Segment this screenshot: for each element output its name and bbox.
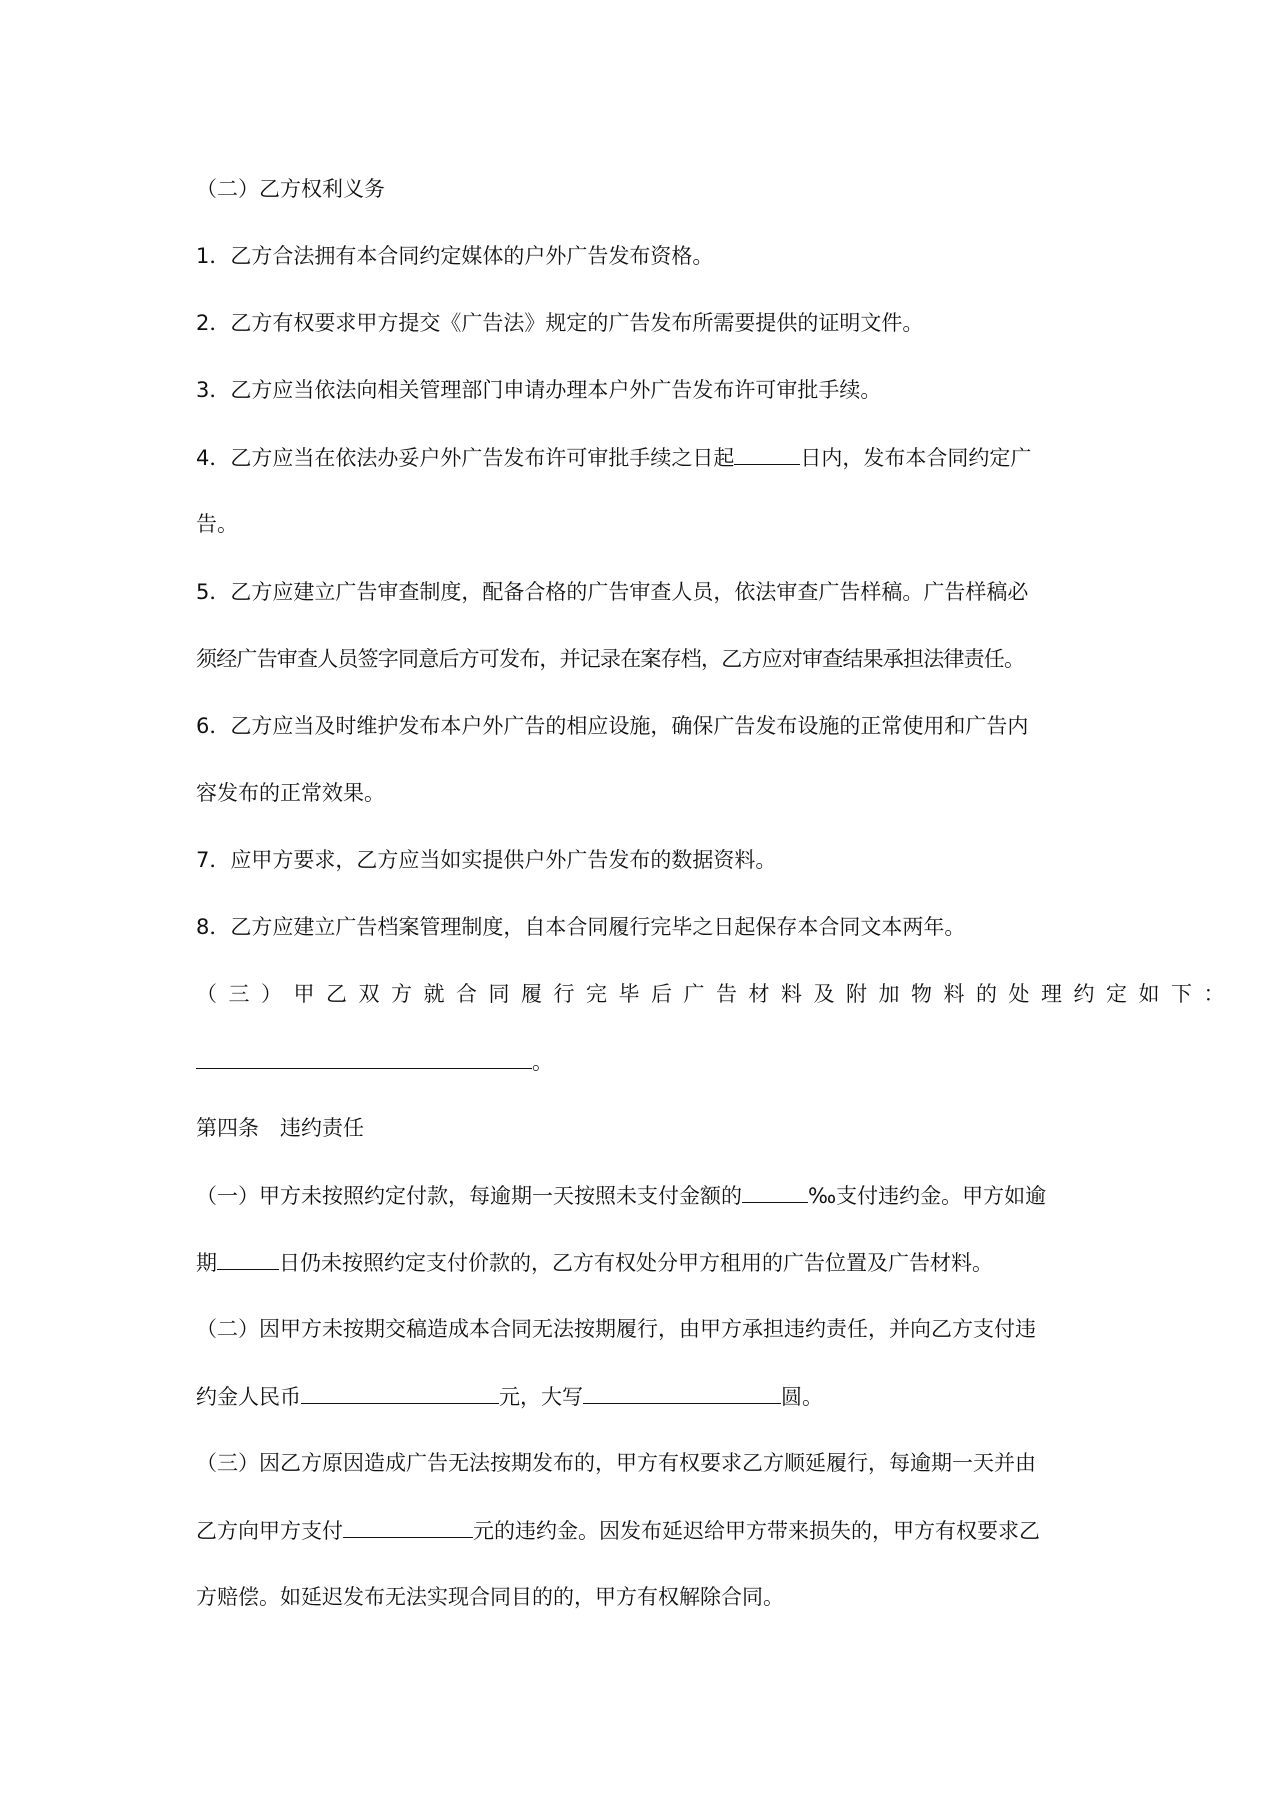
clause-item-6-cont: 容发布的正常效果。 bbox=[196, 781, 385, 805]
fill-blank[interactable] bbox=[742, 1180, 808, 1203]
clause-item-4-cont: 告。 bbox=[196, 512, 238, 536]
clause-text: 。 bbox=[532, 1050, 553, 1074]
fill-blank[interactable] bbox=[301, 1381, 499, 1404]
breach-item-2-cont bbox=[196, 1381, 1096, 1412]
breach-item-3-end: 方赔偿。如延迟发布无法实现合同目的的，甲方有权解除合同。 bbox=[196, 1585, 784, 1609]
clause-item-5: 5．乙方应建立广告审查制度，配备合格的广告审查人员，依法审查广告样稿。广告样稿必 bbox=[196, 580, 1029, 604]
clause-text: 日内，发布本合同约定广 bbox=[800, 446, 1032, 470]
fill-blank[interactable] bbox=[734, 442, 800, 465]
clause-text: 日仍未按照约定支付价款的，乙方有权处分甲方租用的广告位置及广告材料。 bbox=[279, 1251, 993, 1275]
clause-text: （一）甲方未按照约定付款，每逾期一天按照未支付金额的 bbox=[196, 1184, 742, 1208]
clause-text: 乙方向甲方支付 bbox=[196, 1519, 343, 1543]
breach-item-2: （二）因甲方未按期交稿造成本合同无法按期履行，由甲方承担违约责任，并向乙方支付违 bbox=[196, 1317, 1036, 1341]
clause-item-3: 3．乙方应当依法向相关管理部门申请办理本户外广告发布许可审批手续。 bbox=[196, 378, 882, 402]
fill-blank[interactable] bbox=[343, 1515, 473, 1538]
article-heading: 第四条 违约责任 bbox=[196, 1116, 364, 1140]
clause-text: 4．乙方应当在依法办妥户外广告发布许可审批手续之日起 bbox=[196, 446, 735, 470]
breach-item-3-cont bbox=[196, 1515, 1096, 1546]
clause-item-5-cont: 须经广告审查人员签字同意后方可发布，并记录在案存档，乙方应对审查结果承担法律责任。 bbox=[196, 647, 1025, 671]
clause-item-7: 7．应甲方要求，乙方应当如实提供户外广告发布的数据资料。 bbox=[196, 848, 777, 872]
clause-text: 圆。 bbox=[781, 1385, 823, 1409]
breach-item-3: （三）因乙方原因造成广告无法按期发布的，甲方有权要求乙方顺延履行，每逾期一天并由 bbox=[196, 1451, 1036, 1475]
breach-item-1 bbox=[196, 1180, 1096, 1211]
clause-item-4 bbox=[196, 442, 1096, 473]
clause-text: 期 bbox=[196, 1251, 217, 1275]
clause-text: 元，大写 bbox=[499, 1385, 583, 1409]
clause-text: 约金人民币 bbox=[196, 1385, 301, 1409]
fill-blank[interactable] bbox=[583, 1381, 781, 1404]
fill-blank[interactable] bbox=[196, 1046, 532, 1069]
clause-item-8: 8．乙方应建立广告档案管理制度，自本合同履行完毕之日起保存本合同文本两年。 bbox=[196, 915, 966, 939]
section-heading: （二）乙方权利义务 bbox=[196, 177, 385, 201]
clause-item-6: 6．乙方应当及时维护发布本户外广告的相应设施，确保广告发布设施的正常使用和广告内 bbox=[196, 714, 1029, 738]
section-3-text: （三）甲乙双方就合同履行完毕后广告材料及附加物料的处理约定如下： bbox=[196, 982, 1236, 1006]
section-3-fill bbox=[196, 1046, 1096, 1077]
clause-text: ‰支付违约金。甲方如逾 bbox=[808, 1184, 1047, 1208]
fill-blank[interactable] bbox=[217, 1247, 279, 1270]
clause-item-1: 1．乙方合法拥有本合同约定媒体的户外广告发布资格。 bbox=[196, 244, 714, 268]
clause-text: 元的违约金。因发布延迟给甲方带来损失的，甲方有权要求乙 bbox=[473, 1519, 1040, 1543]
breach-item-1-cont bbox=[196, 1247, 1096, 1278]
clause-item-2: 2．乙方有权要求甲方提交《广告法》规定的广告发布所需要提供的证明文件。 bbox=[196, 311, 924, 335]
